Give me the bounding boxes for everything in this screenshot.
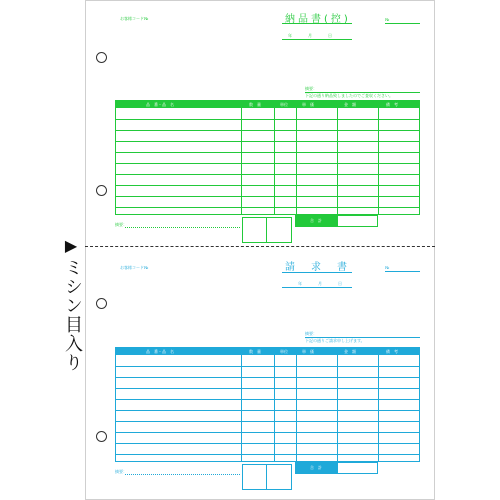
table-row (116, 152, 419, 153)
table-row (116, 399, 419, 400)
footer-label: 摘要： (115, 222, 127, 227)
stamp-box (242, 217, 292, 243)
invoice-number-line (385, 271, 420, 272)
delivery-items-table (115, 100, 420, 215)
slip-number-line (385, 23, 420, 24)
table-row (116, 410, 419, 411)
header-unit: 単位 (280, 349, 288, 354)
perforation-label (62, 236, 83, 377)
footer-line (125, 227, 240, 228)
stamp-divider (266, 464, 267, 490)
column-divider (378, 348, 379, 461)
punch-hole (96, 52, 107, 63)
invoice-number-label: № (385, 265, 390, 270)
customer-code-label: お客様コード№ (120, 265, 149, 270)
date-line (282, 287, 352, 288)
table-row (116, 366, 419, 367)
column-divider (296, 348, 297, 461)
table-row (116, 196, 419, 197)
column-divider (378, 101, 379, 214)
table-row (116, 454, 419, 455)
title-underline (282, 23, 352, 24)
invoice-title: 請 求 書 (285, 262, 350, 273)
date-label: 年 月 日 (298, 281, 348, 286)
stamp-box (242, 464, 292, 490)
note-heading: 摘要： (305, 331, 317, 336)
header-amount: 金 額 (344, 102, 356, 107)
table-row (116, 141, 419, 142)
invoice-items-table (115, 347, 420, 462)
table-row (116, 174, 419, 175)
column-divider (296, 101, 297, 214)
column-divider (337, 101, 338, 214)
perforation-line (85, 246, 435, 247)
customer-code-label: お客様コード№ (120, 16, 149, 21)
title-underline (282, 272, 352, 273)
date-label: 年 月 日 (288, 33, 338, 38)
table-row (116, 388, 419, 389)
table-row (116, 443, 419, 444)
header-item-name: 品 番・品 名 (146, 349, 174, 354)
header-item-name: 品 番・品 名 (146, 102, 174, 107)
header-remarks: 備 考 (386, 349, 398, 354)
table-row (116, 377, 419, 378)
total-value-box (337, 215, 378, 227)
table-row (116, 130, 419, 131)
stamp-divider (266, 217, 267, 243)
total-label: 合 計 (310, 218, 322, 223)
punch-hole (96, 298, 107, 309)
column-divider (274, 101, 275, 214)
arrow-right-icon: ▶ (64, 236, 78, 255)
punch-hole (96, 185, 107, 196)
footer-label: 摘要： (115, 469, 127, 474)
total-label: 合 計 (310, 465, 322, 470)
header-amount: 金 額 (344, 349, 356, 354)
punch-hole (96, 431, 107, 442)
header-unit-price: 単 価 (302, 349, 314, 354)
date-line (282, 39, 352, 40)
table-row (116, 185, 419, 186)
table-header (116, 348, 419, 355)
table-row (116, 421, 419, 422)
perforation-text: ミシン目入り (62, 258, 83, 372)
table-row (116, 119, 419, 120)
table-header (116, 101, 419, 108)
column-divider (337, 348, 338, 461)
total-value-box (337, 462, 378, 474)
note-heading: 摘要： (305, 86, 317, 91)
table-row (116, 432, 419, 433)
header-quantity: 数 量 (249, 102, 261, 107)
column-divider (241, 348, 242, 461)
note-text: 下記の通りご請求申し上げます。 (305, 338, 365, 343)
column-divider (274, 348, 275, 461)
slip-number-label: № (385, 17, 390, 22)
header-quantity: 数 量 (249, 349, 261, 354)
column-divider (241, 101, 242, 214)
delivery-slip-title: 納品書(控) (285, 14, 351, 25)
footer-line (125, 474, 240, 475)
note-text: 下記の通り納品致しましたのでご査収ください。 (305, 93, 393, 98)
header-unit-price: 単 価 (302, 102, 314, 107)
header-remarks: 備 考 (386, 102, 398, 107)
table-row (116, 207, 419, 208)
total-label-box (295, 215, 337, 227)
header-unit: 単位 (280, 102, 288, 107)
table-row (116, 163, 419, 164)
total-label-box (295, 462, 337, 474)
